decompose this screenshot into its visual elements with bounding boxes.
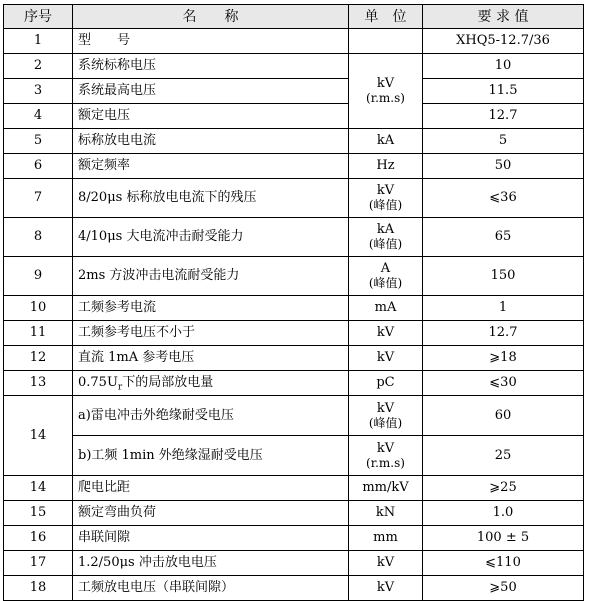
table-row: [4, 129, 584, 154]
row-unit: [349, 396, 423, 436]
table-row: [4, 154, 584, 179]
unit-line1: kV: [376, 183, 395, 198]
table-row: [4, 179, 584, 218]
row-unit: mA: [349, 296, 423, 321]
row-req: ⩽36: [423, 179, 584, 218]
row-req: 65: [423, 218, 584, 257]
row-req: 150: [423, 257, 584, 296]
row-req: 50: [423, 154, 584, 179]
header-unit: 单 位: [349, 5, 423, 29]
table-row: [4, 576, 584, 601]
row-unit: [349, 29, 423, 54]
row-unit: [349, 179, 423, 218]
unit-line2: (峰值): [368, 276, 403, 290]
table-row: [4, 346, 584, 371]
row-req: 25: [423, 436, 584, 476]
row-no: 14: [4, 396, 73, 476]
row-name: 4/10μs 大电流冲击耐受能力: [73, 218, 349, 257]
row-no: 9: [4, 257, 73, 296]
row-name: 额定频率: [73, 154, 349, 179]
row-unit: mm: [349, 526, 423, 551]
row-req: ⩽110: [423, 551, 584, 576]
table-row: [4, 526, 584, 551]
row-req: 11.5: [423, 79, 584, 104]
table-row: [4, 218, 584, 257]
row-no: 1: [4, 29, 73, 54]
row-req: ⩾18: [423, 346, 584, 371]
row-no: 5: [4, 129, 73, 154]
header-req: 要 求 值: [423, 5, 584, 29]
row-name: 工频参考电压不小于: [73, 321, 349, 346]
row-name: 额定弯曲负荷: [73, 501, 349, 526]
unit-line2: (峰值): [368, 237, 403, 251]
row-no: 18: [4, 576, 73, 601]
header-name: 名 称: [73, 5, 349, 29]
unit-line1: kA: [376, 222, 395, 237]
row-unit: [349, 218, 423, 257]
row-name: 工频参考电流: [73, 296, 349, 321]
row-unit: pC: [349, 371, 423, 396]
row-no: 2: [4, 54, 73, 79]
row-name: a)雷电冲击外绝缘耐受电压: [73, 396, 349, 436]
row-no: 6: [4, 154, 73, 179]
row-req: 100 ± 5: [423, 526, 584, 551]
row-unit: Hz: [349, 154, 423, 179]
table-row: [4, 321, 584, 346]
row-req: XHQ5-12.7/36: [423, 29, 584, 54]
row-unit: [349, 436, 423, 476]
row-name: 系统标称电压: [73, 54, 349, 79]
unit-line1: A: [380, 261, 391, 276]
row-name: 1.2/50μs 冲击放电电压: [73, 551, 349, 576]
row-name: b)工频 1min 外绝缘湿耐受电压: [73, 436, 349, 476]
row-no: 12: [4, 346, 73, 371]
row-req: 60: [423, 396, 584, 436]
row-unit: kV: [349, 576, 423, 601]
row-req: 12.7: [423, 104, 584, 129]
table-row: [4, 501, 584, 526]
row-req: ⩽30: [423, 371, 584, 396]
row-unit: kV: [349, 551, 423, 576]
row-no: 17: [4, 551, 73, 576]
row-name: 工频放电电压（串联间隙）: [73, 576, 349, 601]
name-part: 下的局部放电量: [122, 375, 214, 390]
table-row: [4, 371, 584, 396]
table-row: [4, 476, 584, 501]
table-row: [4, 104, 584, 129]
unit-line1: kV: [376, 76, 395, 91]
row-unit: kV: [349, 321, 423, 346]
row-req: 12.7: [423, 321, 584, 346]
header-no: 序号: [4, 5, 73, 29]
row-unit: kN: [349, 501, 423, 526]
spec-table: [3, 4, 584, 601]
row-unit: kV: [349, 346, 423, 371]
unit-line1: kV: [376, 400, 395, 416]
row-req: 1: [423, 296, 584, 321]
unit-line2: (峰值): [368, 198, 403, 212]
name-part: 0.75U: [78, 375, 118, 390]
row-name: 串联间隙: [73, 526, 349, 551]
unit-line1: kV: [376, 440, 395, 456]
row-name: 直流 1mA 参考电压: [73, 346, 349, 371]
table-row: [4, 436, 584, 476]
row-name: 额定电压: [73, 104, 349, 129]
row-req: 10: [423, 54, 584, 79]
row-no: 10: [4, 296, 73, 321]
row-name: 标称放电电流: [73, 129, 349, 154]
row-no: 15: [4, 501, 73, 526]
row-unit: mm/kV: [349, 476, 423, 501]
table-row: [4, 79, 584, 104]
row-unit: [349, 257, 423, 296]
row-name: 爬电比距: [73, 476, 349, 501]
row-no: 3: [4, 79, 73, 104]
row-req: 5: [423, 129, 584, 154]
table-row: [4, 29, 584, 54]
row-no: 4: [4, 104, 73, 129]
unit-line2: (峰值): [368, 415, 403, 430]
table-row: [4, 296, 584, 321]
row-no: 14: [4, 476, 73, 501]
row-no: 7: [4, 179, 73, 218]
row-req: 1.0: [423, 501, 584, 526]
row-name: 8/20μs 标称放电电流下的残压: [73, 179, 349, 218]
row-no: 16: [4, 526, 73, 551]
row-name: 系统最高电压: [73, 79, 349, 104]
row-no: 11: [4, 321, 73, 346]
header-row: [4, 5, 584, 29]
row-req: ⩾50: [423, 576, 584, 601]
row-no: 8: [4, 218, 73, 257]
name-subscript: r: [117, 382, 123, 393]
voltage-unit-cell: [349, 54, 423, 129]
row-name: 2ms 方波冲击电流耐受能力: [73, 257, 349, 296]
unit-line2: (r.m.s): [366, 455, 405, 470]
row-unit: kA: [349, 129, 423, 154]
unit-line2: (r.m.s): [366, 91, 405, 105]
table-row: [4, 551, 584, 576]
row-name: [73, 371, 349, 396]
table-row: [4, 396, 584, 436]
table-row: [4, 257, 584, 296]
row-name: 型 号: [73, 29, 349, 54]
table-row: [4, 54, 584, 79]
row-req: ⩾25: [423, 476, 584, 501]
row-no: 13: [4, 371, 73, 396]
